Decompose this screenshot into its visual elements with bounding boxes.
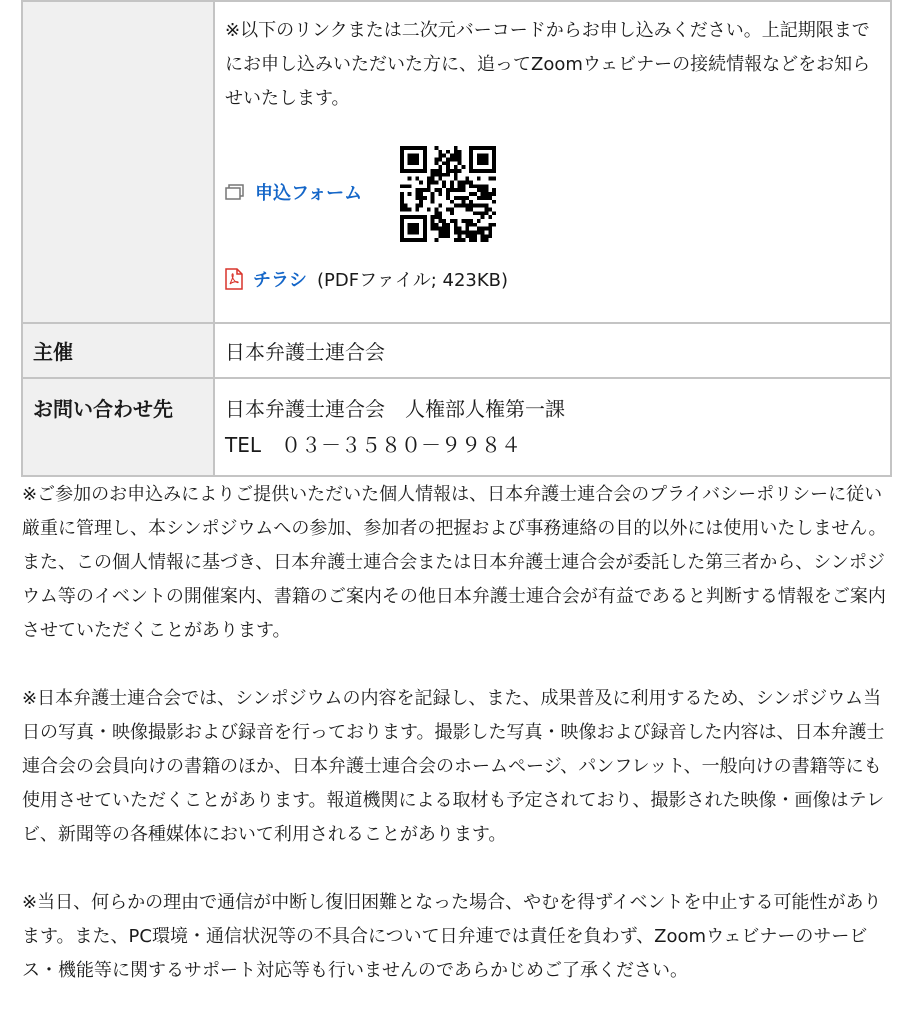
application-form-link[interactable]: 申込フォーム	[255, 183, 363, 204]
form-link-wrapper	[225, 179, 362, 205]
flyer-link-wrapper	[225, 266, 508, 292]
contact-department: 日本弁護士連合会 人権部人権第一課	[225, 397, 565, 421]
application-cell	[214, 1, 891, 323]
contact-row	[22, 378, 891, 476]
contact-value	[214, 378, 891, 476]
privacy-notice: ※ご参加のお申込みによりご提供いただいた個人情報は、日本弁護士連合会のプライバシーポリシーに従い厳重に管理し、本シンポジウムへの参加、参加者の把握および事務連絡の目的以外には使用いたしません。また、この個人情報に基づき、日本弁護士連合会または日本弁護士連合会が委託した第三者から、シンポジウム等のイベントの開催案内、書籍のご案内その他日本弁護士連合会が有益であると判断する情報をご案内させていただくことがあります。	[22, 484, 887, 641]
flyer-link[interactable]: チラシ	[253, 270, 307, 291]
cancellation-notice: ※当日、何らかの理由で通信が中断し復旧困難となった場合、やむを得ずイベントを中止する可能性があります。また、PC環境・通信状況等の不具合について日弁連では責任を負わず、Zoomウェビナーのサービス・機能等に関するサポート対応等も行いませんのであらかじめご了承ください。	[22, 892, 882, 981]
application-row	[22, 1, 891, 323]
pdf-icon	[225, 268, 243, 290]
organizer-label: 主催	[22, 323, 214, 378]
contact-label: お問い合わせ先	[22, 378, 214, 476]
organizer-value: 日本弁護士連合会	[214, 323, 891, 378]
application-header-cell	[22, 1, 214, 323]
notice-paragraphs	[22, 478, 892, 1022]
application-notice: ※以下のリンクまたは二次元バーコードからお申し込みください。上記期限までにお申し込みいただいた方に、追ってZoomウェビナーの接続情報などをお知らせいたします。	[225, 20, 871, 109]
qr-code-icon[interactable]	[400, 146, 496, 242]
recording-notice: ※日本弁護士連合会では、シンポジウムの内容を記録し、また、成果普及に利用するため、シンポジウム当日の写真・映像撮影および録音を行っております。撮影した写真・映像および録音した内容は、日本弁護士連合会の会員向けの書籍のほか、日本弁護士連合会のホームページ、パンフレット、一般向けの書籍等にも使用させていただくことがあります。報道機関による取材も予定されており、撮影された映像・画像はテレビ、新聞等の各種媒体において利用されることがあります。	[22, 688, 885, 845]
event-info-table	[21, 0, 892, 477]
organizer-row	[22, 323, 891, 378]
contact-phone: TEL ０３－３５８０－９９８４	[225, 433, 521, 457]
application-links	[225, 126, 880, 291]
flyer-file-info: (PDFファイル; 423KB)	[317, 270, 509, 291]
window-icon	[225, 184, 245, 200]
